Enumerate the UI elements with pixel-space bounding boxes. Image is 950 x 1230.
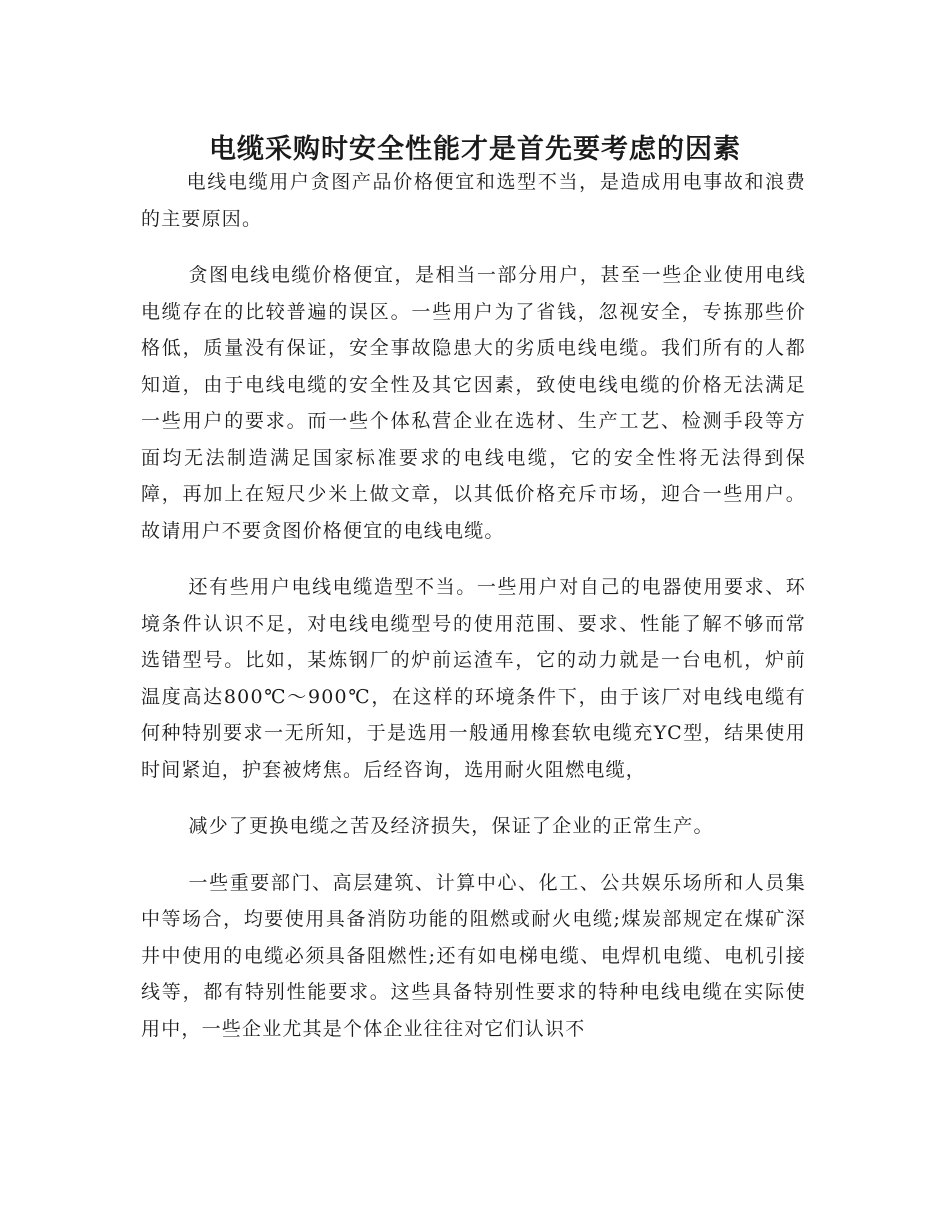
paragraph-3: 还有些用户电线电缆造型不当。一些用户对自己的电器使用要求、环境条件认识不足，对电线电缆型号的使用范围、要求、性能了解不够而常选错型号。比如，某炼钢厂的炉前运渣车，它的动力就是一台电机，炉前温度高达800℃～900℃，在这样的环境条件下，由于该厂对电线电缆有何种特别要求一无所知，于是选用一般通用橡套软电缆充YC型，结果使用时间紧迫，护套被烤焦。后经咨询，选用耐火阻燃电缆，: [141, 576, 806, 781]
paragraph-4: 减少了更换电缆之苦及经济损失，保证了企业的正常生产。: [188, 815, 714, 837]
paragraph-2: 贪图电线电缆价格便宜，是相当一部分用户，甚至一些企业使用电线电缆存在的比较普遍的误区。一些用户为了省钱，忽视安全，专拣那些价格低，质量没有保证，安全事故隐患大的劣质电线电缆。我们所有的人都知道，由于电线电缆的安全性及其它因素，致使电线电缆的价格无法满足一些用户的要求。而一些个体私营企业在选材、生产工艺、检测手段等方面均无法制造满足国家标准要求的电线电缆，它的安全性将无法得到保障，再加上在短尺少米上做文章，以其低价格充斥市场，迎合一些用户。故请用户不要贪图价格便宜的电线电缆。: [141, 264, 806, 542]
document-body: [141, 164, 806, 1047]
document-title: 电缆采购时安全性能才是首先要考虑的因素: [209, 134, 741, 166]
paragraph-5: 一些重要部门、高层建筑、计算中心、化工、公共娱乐场所和人员集中等场合，均要使用具备消防功能的阻燃或耐火电缆;煤炭部规定在煤矿深井中使用的电缆必须具备阻燃性;还有如电梯电缆、电焊机电缆、电机引接线等，都有特别性能要求。这些具备特别性要求的特种电线电缆在实际使用中，一些企业尤其是个体企业往往对它们认识不: [141, 871, 806, 1040]
paragraph-1: 电线电缆用户贪图产品价格便宜和选型不当，是造成用电事故和浪费的主要原因。: [141, 171, 806, 230]
